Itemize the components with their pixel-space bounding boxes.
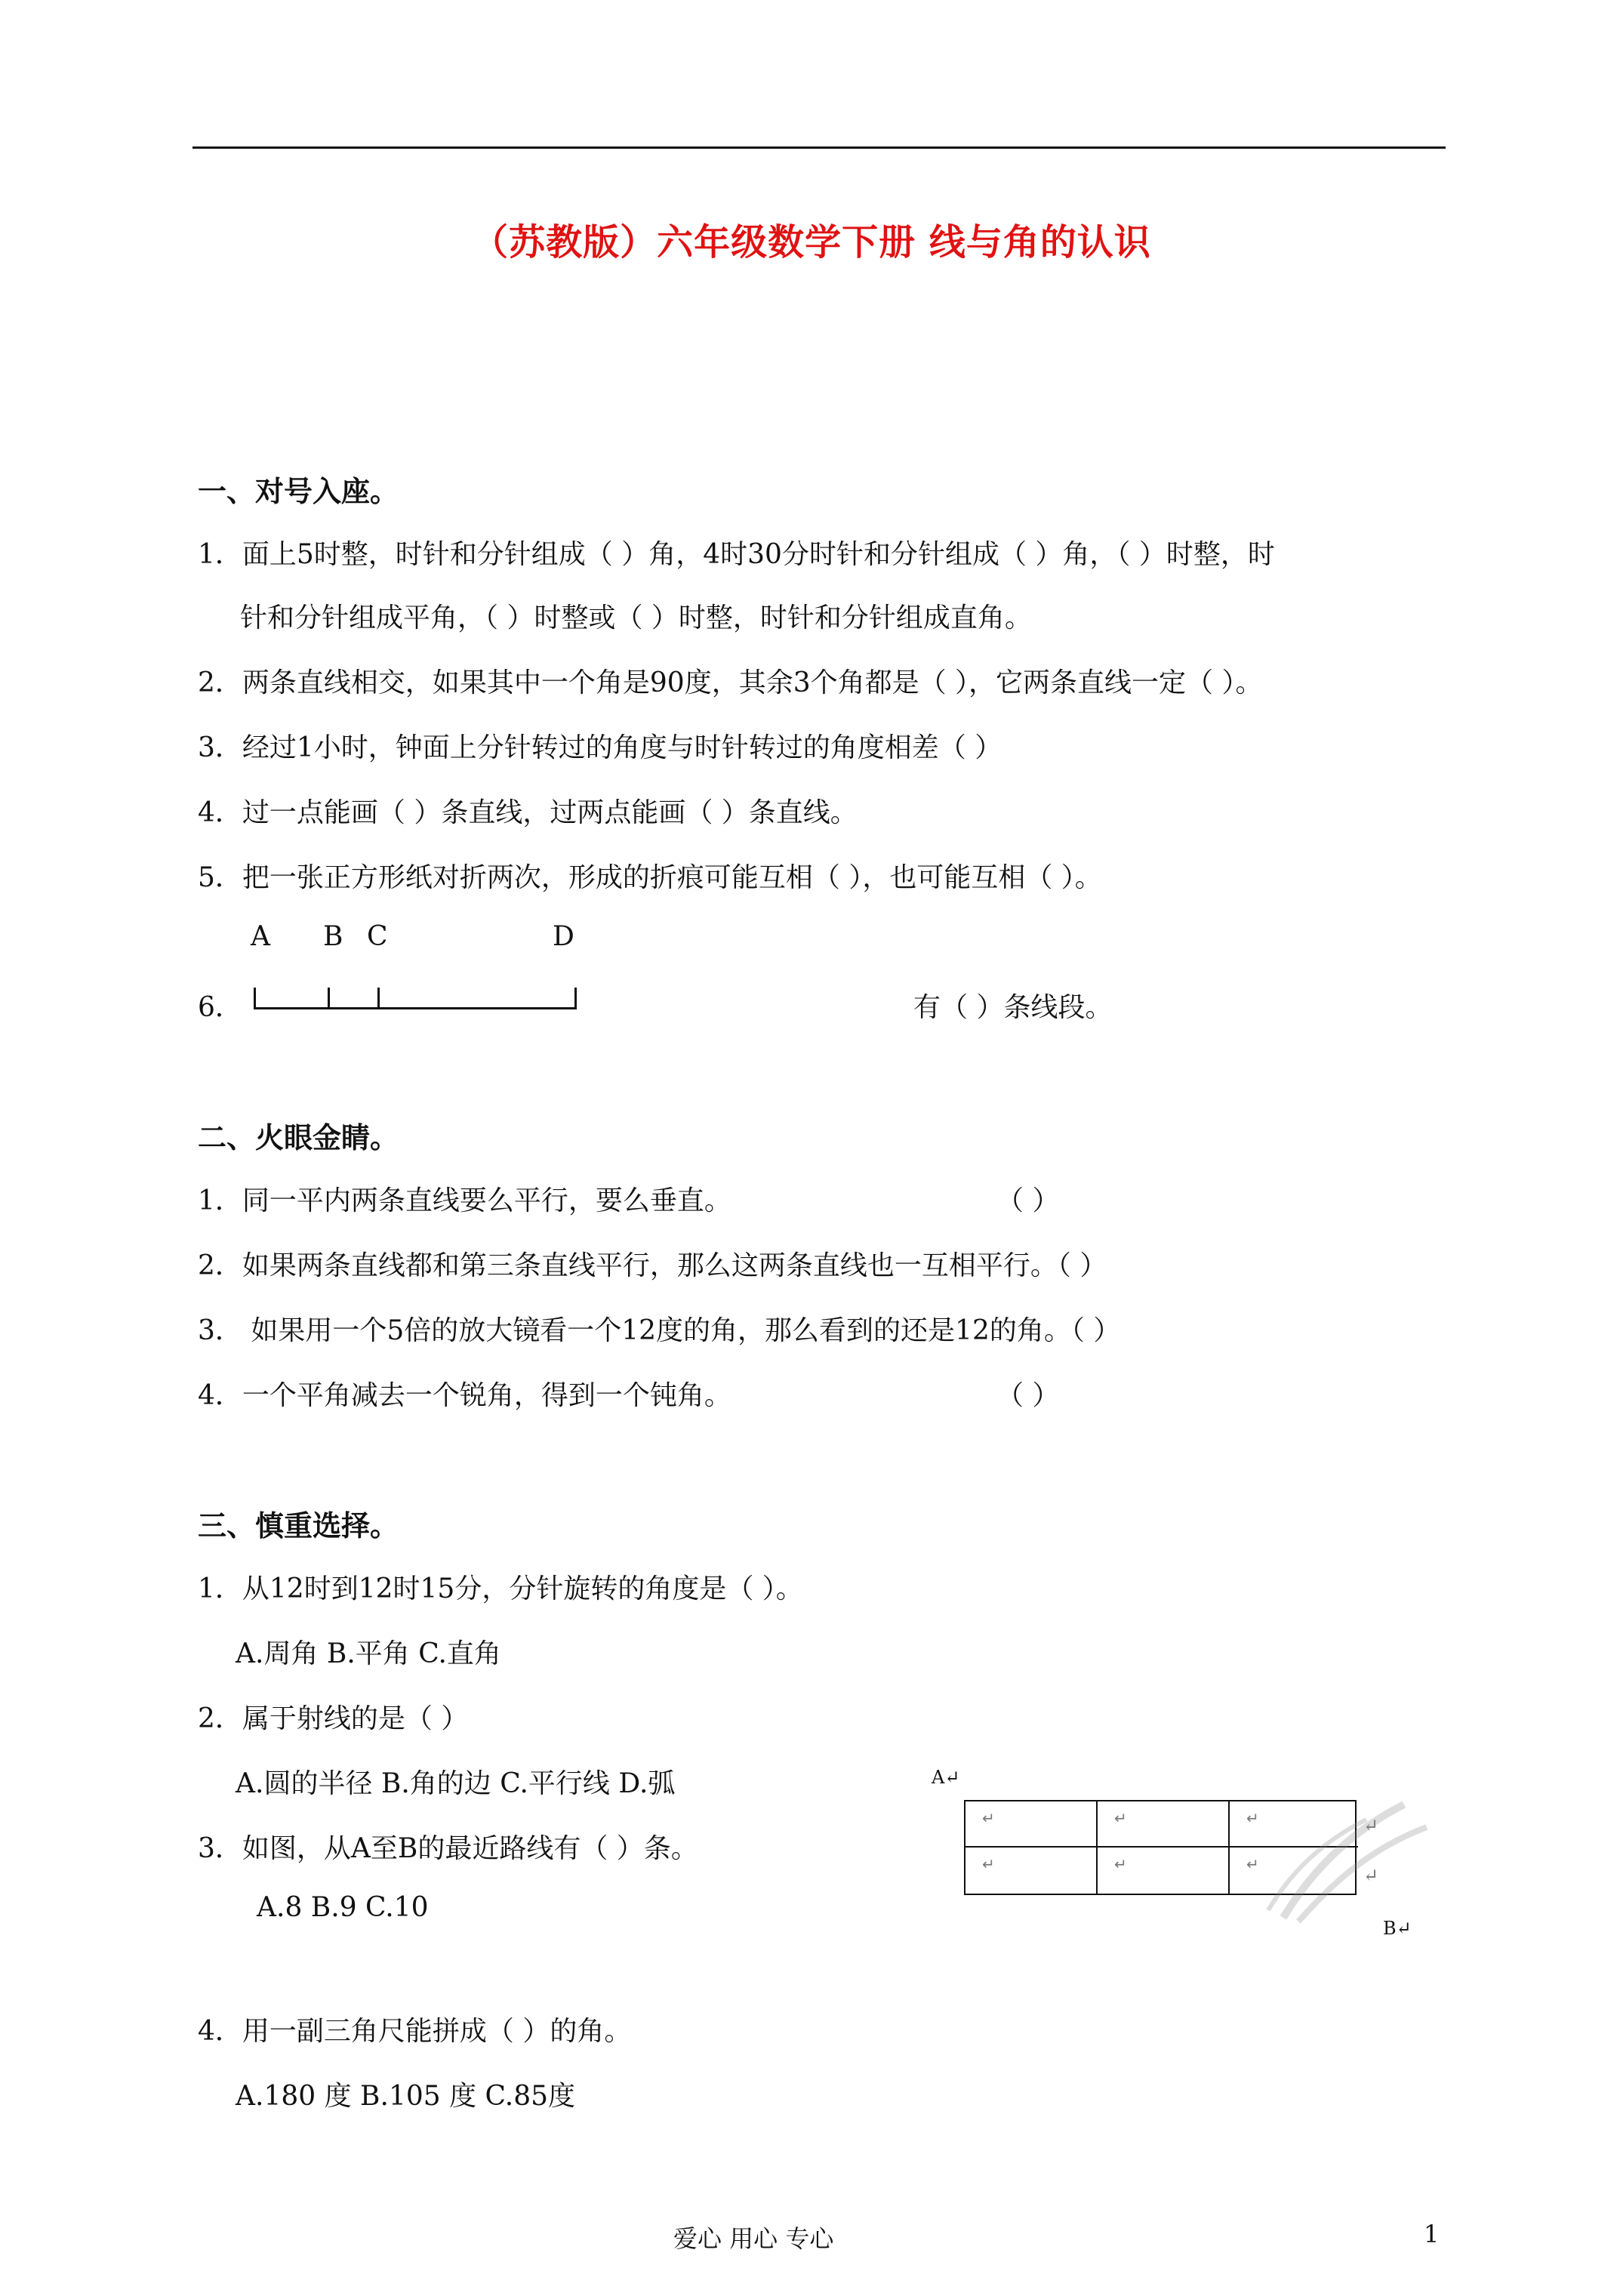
- tick-c: [377, 988, 380, 1009]
- s2-q4-paren: （ ）: [996, 1380, 1060, 1411]
- s3-q2: 2．属于射线的是（ ）: [198, 1703, 469, 1734]
- s3-q4-options: A.180 度 B.105 度 C.85度: [236, 2081, 576, 2112]
- grid-cell: ↵: [965, 1801, 1098, 1848]
- s1-q3: 3．经过1小时，钟面上分针转过的角度与时针转过的角度相差（ ）: [198, 732, 1002, 763]
- grid-label-b: B↵: [1383, 1918, 1412, 1939]
- label-b: B: [323, 921, 343, 952]
- grid-cell: ↵: [1246, 1855, 1259, 1873]
- s3-q1-options: A.周角 B.平角 C.直角: [236, 1638, 501, 1669]
- s1-q1-line1: 1．面上5时整，时针和分针组成（ ）角，4时30分时针和分针组成（ ）角，（ ）时整，时: [198, 539, 1275, 570]
- section1-heading: 一、对号入座。: [198, 474, 399, 508]
- grid-label-a: A↵: [932, 1767, 960, 1788]
- s3-q3: 3．如图，从A至B的最近路线有（ ）条。: [198, 1833, 698, 1864]
- s2-q3: 3． 如果用一个5倍的放大镜看一个12度的角，那么看到的还是12的角。（ ）: [198, 1315, 1121, 1346]
- tick-b: [328, 988, 330, 1009]
- section2-heading: 二、火眼金睛。: [198, 1120, 399, 1154]
- s3-q3-options: A.8 B.9 C.10: [257, 1892, 429, 1923]
- tick-d: [574, 988, 577, 1009]
- s1-q1-line2: 针和分针组成平角，（ ）时整或（ ）时整，时针和分针组成直角。: [240, 603, 1032, 633]
- s1-q5: 5．把一张正方形纸对折两次，形成的折痕可能互相（ ），也可能互相（ ）。: [198, 862, 1102, 893]
- label-a: A: [251, 921, 270, 952]
- grid-row2-mark: ↵: [1363, 1865, 1379, 1886]
- s1-q2: 2．两条直线相交，如果其中一个角是90度，其余3个角都是（ ），它两条直线一定（ ）。: [198, 667, 1263, 698]
- grid-cell: ↵: [1098, 1848, 1230, 1894]
- s2-q1-paren: （ ）: [996, 1185, 1060, 1216]
- footer-motto: 爱心 用心 专心: [673, 2224, 834, 2253]
- page-number: 1: [1424, 2220, 1440, 2248]
- s2-q2: 2．如果两条直线都和第三条直线平行，那么这两条直线也一互相平行。（ ）: [198, 1250, 1107, 1281]
- s3-q4: 4．用一副三角尺能拼成（ ）的角。: [198, 2016, 632, 2047]
- label-d: D: [553, 921, 574, 952]
- section3-heading: 三、慎重选择。: [198, 1509, 399, 1542]
- page-title: （苏教版）六年级数学下册 线与角的认识: [472, 221, 1151, 264]
- segment-baseline: [254, 1007, 577, 1009]
- grid-cell: ↵: [965, 1848, 1098, 1894]
- s1-q4: 4．过一点能画（ ）条直线，过两点能画（ ）条直线。: [198, 797, 858, 828]
- s1-q6-text: 有（ ）条线段。: [913, 992, 1113, 1023]
- s1-q6-number: 6．: [198, 992, 242, 1023]
- label-c: C: [367, 921, 388, 952]
- watermark-logo: [1238, 1789, 1449, 1940]
- grid-row1-mark: ↵: [1363, 1815, 1379, 1836]
- grid-cell: ↵: [1098, 1801, 1230, 1848]
- header-rule: [192, 146, 1446, 149]
- s2-q4: 4．一个平角减去一个锐角，得到一个钝角。: [198, 1380, 731, 1411]
- s3-q2-options: A.圆的半径 B.角的边 C.平行线 D.弧: [236, 1768, 676, 1799]
- s3-q1: 1．从12时到12时15分，分针旋转的角度是（ ）。: [198, 1573, 803, 1604]
- s2-q1: 1．同一平内两条直线要么平行，要么垂直。: [198, 1185, 731, 1216]
- tick-a: [254, 988, 256, 1009]
- grid-cell: ↵: [1230, 1801, 1358, 1848]
